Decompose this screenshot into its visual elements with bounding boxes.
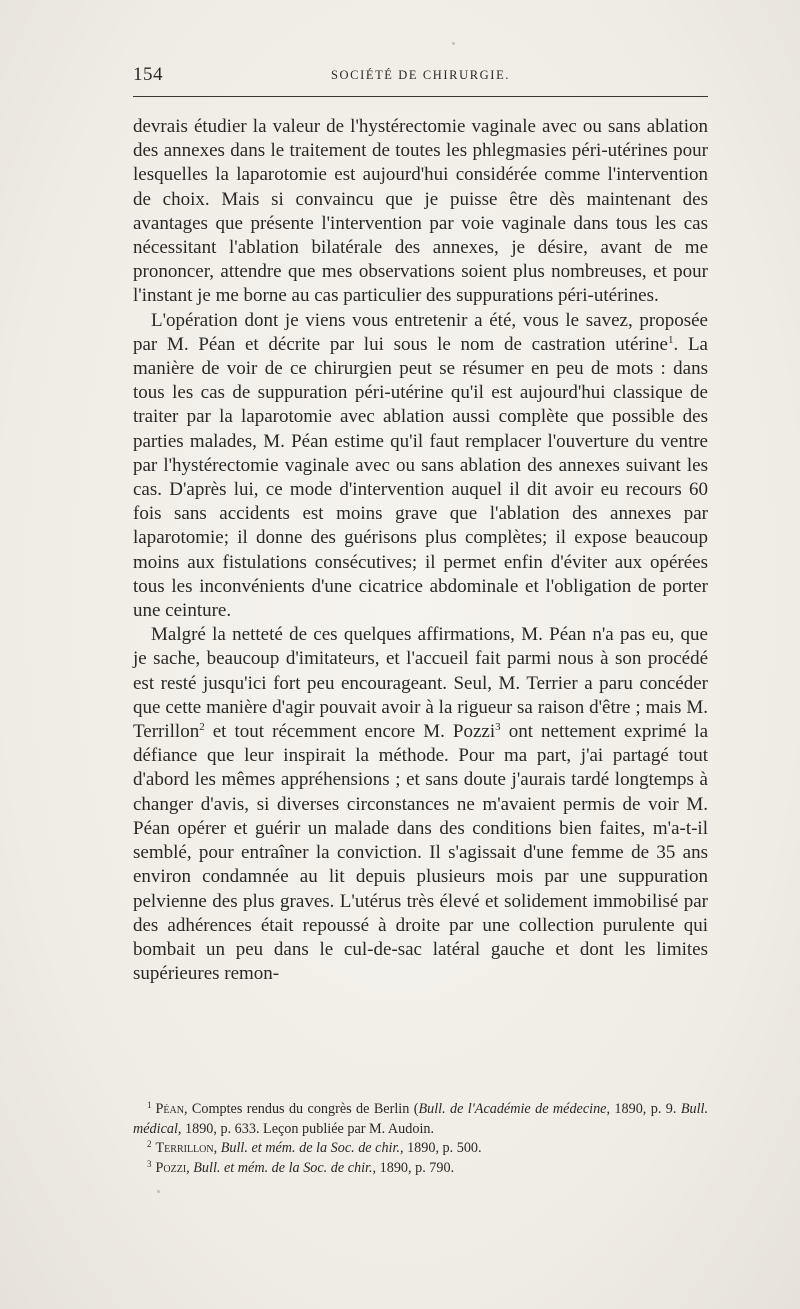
paragraph-1: [133, 115, 708, 309]
paragraph-3: [133, 623, 708, 986]
footnote-1-text-a: , Comptes rendus du congrès de Berlin (: [183, 1101, 419, 1117]
paragraph-1-text: devrais étudier la valeur de l'hystérectomie vaginale avec ou sans ablation des annexes dans le traitement de toutes les phlegmasies péri-utérines pour lesquelles la laparotomie est aujourd'hui considérée comme l'intervention de choix. Mais si convaincu que je puisse être dès maintenant des avantages que présente l'intervention par voie vaginale dans tous les cas nécessitant l'ablation bilatérale des annexes, je désire, avant de me prononcer, attendre que mes observations soient plus nombreuses, et pour l'instant je me borne au cas particulier des suppurations péri-utérines.: [133, 116, 708, 307]
footnote-3-text-b: , 1890, p. 790.: [372, 1159, 455, 1176]
footnote-ref-2: 2: [199, 721, 205, 734]
footnote-1-text-c: , 1890, p. 633. Leçon publiée par M. Audoin.: [177, 1120, 435, 1137]
paragraph-2: [133, 309, 708, 624]
footnote-1-journal-b: Bull. médical: [133, 1101, 709, 1137]
footnotes: [133, 1100, 708, 1178]
footnote-1-author: Péan: [155, 1101, 184, 1117]
footnote-1-mark: 1: [147, 1100, 152, 1110]
paragraph-3-text-2: et tout récemment encore M. Pozzi: [204, 721, 496, 743]
paper-speck: [157, 1190, 160, 1193]
footnote-3-mark: 3: [147, 1158, 152, 1169]
footnote-2-text-b: , 1890, p. 500.: [399, 1140, 482, 1156]
footnote-1-text-b: , 1890, p. 9.: [606, 1101, 681, 1117]
footnote-3-text-a: ,: [186, 1159, 194, 1176]
paper-speck: [452, 42, 455, 45]
page-header: [133, 60, 708, 90]
footnote-3-journal: Bull. et mém. de la Soc. de chir.: [193, 1159, 373, 1176]
footnote-3-author: Pozzi: [155, 1159, 187, 1176]
paragraph-3-text-3: ont nettement exprimé la défiance que leur inspirait la méthode. Pour ma part, j'ai partagé tout d'abord les mêmes appréhensions ; et sans doute j'aurais tardé longtemps à changer d'avis, si diverses circonstances ne m'avaient permis de voir M. Péan opérer et guérir un malade dans des conditions bien faites, m'a-t-il semblé, pour entraîner la conviction. Il s'agissait d'une femme de 35 ans environ condamnée au lit depuis plusieurs mois par une suppuration pelvienne des plus graves. L'utérus très élevé et solidement immobilisé par des adhérences était repoussé à droite par une collection purulente qui bombait un peu dans le cul-de-sac latéral gauche et dont les limites supérieures remon-: [133, 721, 709, 985]
paragraph-2-text-before: L'opération dont je viens vous entretenir a été, vous le savez, proposée par M. Péan et décrite par lui sous le nom de castration utérine: [133, 309, 708, 355]
footnote-1-journal-a: Bull. de l'Académie de médecine: [418, 1101, 607, 1117]
header-rule: [133, 96, 708, 97]
paragraph-3-text-1: Malgré la netteté de ces quelques affirmations, M. Péan n'a pas eu, que je sache, beaucoup d'imitateurs, et l'accueil fait parmi nous à son procédé est resté jusqu'ici fort peu encourageant. Seul, M. Terrier a paru concéder que cette manière d'agir pouvait avoir à la rigueur sa raison d'être ; mais M. Terrillon: [133, 624, 708, 743]
footnote-3: [133, 1159, 708, 1179]
footnote-2: [133, 1139, 708, 1159]
footnote-2-text-a: ,: [213, 1140, 221, 1156]
footnote-ref-1: 1: [667, 333, 674, 346]
body-text: [133, 115, 708, 986]
footnote-2-journal: Bull. et mém. de la Soc. de chir.: [220, 1140, 400, 1156]
footnote-2-author: Terrillon: [155, 1140, 214, 1156]
running-head: SOCIÉTÉ DE CHIRURGIE.: [330, 68, 511, 82]
footnote-ref-3: 3: [495, 721, 501, 734]
paragraph-2-text-after: . La manière de voir de ce chirurgien peut se résumer en peu de mots : dans tous les cas de suppuration péri-utérine qu'il est aujourd'hui classique de traiter par la laparotomie avec ablation aussi complète que possible des parties malades, M. Péan estime qu'il faut remplacer l'ouverture du ventre par l'hystérectomie vaginale avec ou sans ablation des annexes suivant les cas. D'après lui, ce mode d'intervention auquel il dit avoir eu recours 60 fois sans accidents est moins grave que l'ablation des annexes par laparotomie; il donne des guérisons plus complètes; il expose beaucoup moins aux fistulations consécutives; il permet enfin d'éviter aux opérées tous les inconvénients d'une cicatrice abdominale et l'obligation de porter une ceinture.: [133, 333, 708, 622]
page-number: 154: [133, 64, 163, 85]
footnote-2-mark: 2: [147, 1139, 152, 1149]
footnote-1: [133, 1100, 708, 1139]
